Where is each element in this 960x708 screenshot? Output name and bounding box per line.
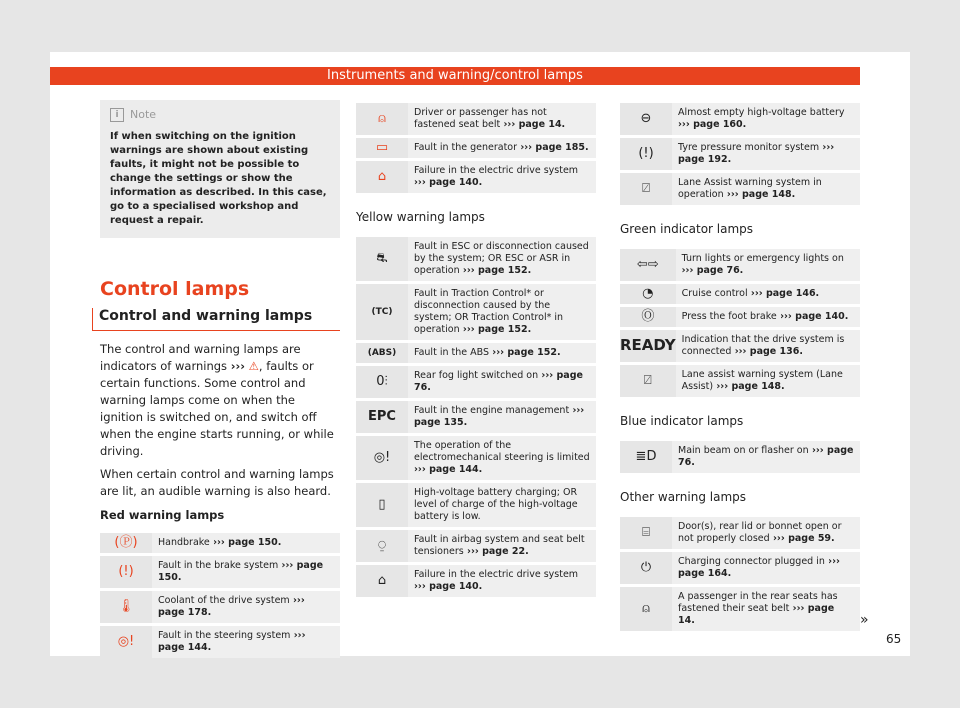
page-reference-link[interactable]: page 150. xyxy=(228,537,282,548)
lamp-row xyxy=(356,530,596,562)
reference-arrow: ››› xyxy=(414,581,430,592)
rear-fog-icon: 0⫶ xyxy=(376,374,388,389)
lamp-icon-cell xyxy=(356,401,408,433)
paragraph-1 xyxy=(100,341,340,460)
lamp-text: The operation of the electromechanical steering is limited xyxy=(414,440,590,463)
lamp-icon-cell xyxy=(620,249,676,281)
page-reference-link[interactable]: page 152. xyxy=(507,347,561,358)
reference-arrow: ››› xyxy=(723,189,742,200)
lamp-row xyxy=(356,343,596,363)
column-1 xyxy=(100,100,340,661)
foot-brake-icon: Ⓞ xyxy=(641,309,655,324)
lamp-description xyxy=(408,565,596,597)
lamp-icon-cell xyxy=(356,483,408,527)
lamp-row xyxy=(100,556,340,588)
epc-icon: EPC xyxy=(368,409,396,424)
lamp-icon-cell xyxy=(356,343,408,363)
lamp-text: Press the foot brake xyxy=(681,311,777,322)
red-lamps-table xyxy=(100,530,340,661)
electric-drive-icon: ⌂ xyxy=(377,169,387,184)
lamp-icon-cell xyxy=(100,533,152,553)
paragraph-1-end: , faults or certain functions. Some control and warning lamps come on when the ignition is switched on, and switch off when the engine starts running, or while driving. xyxy=(100,359,334,458)
turn-signal-icon: ⇦⇨ xyxy=(636,257,659,272)
lamp-row xyxy=(620,284,860,304)
lamp-icon-cell xyxy=(356,284,408,340)
page-reference-link[interactable]: page 164. xyxy=(678,568,732,579)
note-title xyxy=(110,108,330,122)
reference-arrow: ››› xyxy=(747,288,766,299)
page-reference-link[interactable]: page 152. xyxy=(478,324,532,335)
lamp-icon-cell xyxy=(356,161,408,193)
page-reference-link[interactable]: page 150. xyxy=(158,560,324,583)
lamp-icon-cell xyxy=(620,173,672,205)
lamp-row xyxy=(100,626,340,658)
cruise-control-icon: ◔ xyxy=(642,286,654,301)
reference-arrow: ››› xyxy=(517,142,536,153)
steering-icon: ◎! xyxy=(117,634,135,649)
page-reference-link[interactable]: page 14. xyxy=(678,603,835,626)
reference-arrow: ››› xyxy=(824,556,840,567)
reference-arrow: ››› xyxy=(678,119,694,130)
electric-drive-icon: ⌂ xyxy=(377,573,387,588)
lamp-description xyxy=(408,530,596,562)
page-reference-link[interactable]: page 76. xyxy=(696,265,744,276)
lamp-icon-cell xyxy=(100,556,152,588)
tyre-pressure-icon: (!) xyxy=(638,146,654,161)
lamp-text: Indication that the drive system is connected xyxy=(681,334,845,357)
lamp-description xyxy=(676,307,860,327)
note-text: If when switching on the ignition warnings are shown about existing faults, it might not be possible to change the settings or show the information as described. In this case, go to a specialised workshop and request a repair. xyxy=(110,131,327,226)
warning-triangle-icon: ⚠ xyxy=(248,359,259,373)
paragraph-1-start: The control and warning lamps are indicators of warnings xyxy=(100,342,301,373)
reference-arrow: ››› xyxy=(459,265,478,276)
lamp-description xyxy=(408,343,596,363)
page-reference-link[interactable]: page 192. xyxy=(678,154,732,165)
lamp-text: Almost empty high-voltage battery xyxy=(678,107,845,118)
page-reference-link[interactable]: page 140. xyxy=(795,311,849,322)
page-reference-link[interactable]: page 59. xyxy=(788,533,835,544)
lamp-icon-cell xyxy=(620,138,672,170)
lamp-icon-cell xyxy=(620,103,672,135)
lamp-row xyxy=(356,436,596,480)
lamp-row xyxy=(100,533,340,553)
page-reference-link[interactable]: page 135. xyxy=(414,417,468,428)
page-reference-link[interactable]: page 76. xyxy=(414,370,583,393)
column-2 xyxy=(356,100,596,600)
reference-arrow: ››› xyxy=(769,533,789,544)
lamp-row xyxy=(620,330,860,362)
lamp-text: Driver or passenger has not fastened seat belt xyxy=(414,107,547,130)
lamp-description xyxy=(408,483,596,527)
lamp-text: Failure in the electric drive system xyxy=(414,569,579,580)
page-reference-link[interactable]: page 140. xyxy=(429,581,483,592)
green-lamps-table xyxy=(620,246,860,400)
lamp-description xyxy=(672,173,860,205)
section-subtitle: Control and warning lamps xyxy=(92,308,340,331)
lamp-icon-cell xyxy=(356,565,408,597)
lamp-description xyxy=(408,366,596,398)
lamp-description xyxy=(672,138,860,170)
lamp-row xyxy=(356,483,596,527)
reference-arrow: ››› xyxy=(713,381,732,392)
low-battery-icon: ⊖ xyxy=(640,111,652,126)
lamp-description xyxy=(672,103,860,135)
page-reference-link[interactable]: page 144. xyxy=(429,464,483,475)
page-reference-link[interactable]: page 146. xyxy=(765,288,820,299)
reference-arrow: ››› xyxy=(278,560,297,571)
reference-arrow: ››› xyxy=(808,445,828,456)
lamp-row xyxy=(620,249,860,281)
lamp-row xyxy=(620,441,860,473)
lamp-icon-cell xyxy=(620,365,676,397)
lamp-text: Fault in the generator xyxy=(414,142,518,153)
section-title: Control lamps xyxy=(100,278,250,300)
lamp-description xyxy=(152,626,340,658)
lamp-text: Charging connector plugged in xyxy=(678,556,825,567)
brake-system-icon: (!) xyxy=(118,564,134,579)
lamp-description xyxy=(408,138,596,158)
reference-arrow: ››› xyxy=(209,537,229,548)
lamp-description xyxy=(408,401,596,433)
lamp-description xyxy=(672,517,860,549)
lamp-text: Fault in the ABS xyxy=(414,347,489,358)
lamp-description xyxy=(408,237,596,281)
lamp-text: Handbrake xyxy=(158,537,210,548)
green-lamps-heading: Green indicator lamps xyxy=(620,222,754,236)
lamp-description xyxy=(676,249,860,281)
lamp-text: Failure in the electric drive system xyxy=(414,165,579,176)
lamp-icon-cell xyxy=(100,591,152,623)
lamp-description xyxy=(152,533,340,553)
reference-arrow: ››› xyxy=(731,346,750,357)
lamp-row xyxy=(356,103,596,135)
lamp-icon-cell xyxy=(620,330,676,362)
column-3 xyxy=(620,100,860,634)
lamp-description xyxy=(676,365,860,397)
door-open-icon: ⌸ xyxy=(642,525,650,540)
lamp-text: Tyre pressure monitor system xyxy=(678,142,820,153)
steering-icon: ◎! xyxy=(373,450,391,465)
lamp-icon-cell xyxy=(620,587,672,631)
lamp-row xyxy=(620,587,860,631)
lamp-text: Cruise control xyxy=(681,288,748,299)
other-lamps-table xyxy=(620,514,860,634)
yellow-lamps-table xyxy=(356,234,596,600)
lamp-description xyxy=(676,330,860,362)
lamp-text: Lane assist warning system (Lane Assist) xyxy=(681,369,843,392)
reference-arrow: ››› xyxy=(290,630,306,641)
generator-icon: ▭ xyxy=(375,140,389,155)
lamp-text: Fault in the brake system xyxy=(158,560,279,571)
lamp-text: Fault in airbag system and seat belt tensioners xyxy=(414,534,585,557)
reference-arrow: ››› xyxy=(463,546,483,557)
lamp-description xyxy=(408,284,596,340)
reference-arrow: ››› xyxy=(414,464,430,475)
abs-icon: (ABS) xyxy=(367,347,397,358)
page-reference-link[interactable]: page 148. xyxy=(742,189,796,200)
lamp-description xyxy=(408,161,596,193)
lamp-description xyxy=(676,284,860,304)
lamp-description xyxy=(152,591,340,623)
lamp-row xyxy=(356,565,596,597)
lamp-text: Fault in the engine management xyxy=(414,405,570,416)
charging-connector-icon: ⏻ xyxy=(640,560,652,575)
page-reference-link[interactable]: page 140. xyxy=(429,177,483,188)
lamp-text: Main beam on or flasher on xyxy=(678,445,809,456)
lamp-text: Fault in Traction Control* or disconnection caused by the system; OR Traction Control* in operation xyxy=(414,288,564,335)
reference-arrow: ››› xyxy=(489,347,508,358)
page-reference-link[interactable]: page 22. xyxy=(482,546,529,557)
continue-mark: » xyxy=(860,612,869,628)
reference-arrow: ››› xyxy=(681,265,697,276)
lamp-text: A passenger in the rear seats has fastened their seat belt xyxy=(678,591,838,614)
seat-belt-icon: ⍝ xyxy=(378,111,386,126)
reference-arrow: ››› xyxy=(789,603,808,614)
reference-arrow: ››› xyxy=(569,405,585,416)
lamp-description xyxy=(408,103,596,135)
lamp-text: Rear fog light switched on xyxy=(414,370,539,381)
reference-arrow: ››› xyxy=(414,177,430,188)
lamp-description xyxy=(672,441,860,473)
lamp-row xyxy=(356,401,596,433)
page-reference-link[interactable]: page 178. xyxy=(158,607,212,618)
lamp-icon-cell xyxy=(356,103,408,135)
reference-arrow: ››› xyxy=(538,370,557,381)
page-reference-link[interactable]: page 144. xyxy=(158,642,212,653)
note-box xyxy=(100,100,340,238)
lamp-row xyxy=(620,307,860,327)
paragraph-2: When certain control and warning lamps are lit, an audible warning is also heard. xyxy=(100,467,334,498)
lamp-text: Door(s), rear lid or bonnet open or not properly closed xyxy=(678,521,842,544)
red-lamps-heading: Red warning lamps xyxy=(100,508,225,522)
reference-arrow: ››› xyxy=(289,595,305,606)
reference-arrow: ››› xyxy=(459,324,478,335)
blue-lamps-heading: Blue indicator lamps xyxy=(620,414,744,428)
page-reference-link[interactable]: page 148. xyxy=(731,381,785,392)
lamp-row xyxy=(356,237,596,281)
lamp-icon-cell xyxy=(620,517,672,549)
reference-arrow: ››› xyxy=(500,119,519,130)
lamp-text: Fault in ESC or disconnection caused by the system; OR ESC or ASR in operation xyxy=(414,241,589,276)
hv-battery-icon: ▯ xyxy=(378,497,386,512)
lamp-icon-cell xyxy=(356,366,408,398)
lane-assist-icon: ⍁ xyxy=(643,373,652,388)
rear-seat-belt-icon: ⍝ xyxy=(642,601,650,616)
lamp-text: High-voltage battery charging; OR level of charge of the high-voltage battery is low. xyxy=(414,487,578,522)
other-lamps-heading: Other warning lamps xyxy=(620,490,746,504)
coolant-icon: 🌡 xyxy=(117,599,135,614)
lamp-row xyxy=(356,138,596,158)
lamp-description xyxy=(672,552,860,584)
lamp-row xyxy=(356,284,596,340)
lamp-text: Fault in the steering system xyxy=(158,630,291,641)
lamp-icon-cell xyxy=(620,284,676,304)
traction-control-icon: (TC) xyxy=(371,306,393,317)
page-reference-link[interactable]: page 14. xyxy=(518,119,566,130)
lane-assist-icon: ⍁ xyxy=(642,181,650,196)
reference-arrow: ››› xyxy=(819,142,835,153)
lamp-icon-cell xyxy=(620,307,676,327)
page-reference-link[interactable]: page 152. xyxy=(478,265,532,276)
reference-arrow: ››› xyxy=(230,359,245,373)
handbrake-icon: (Ⓟ) xyxy=(114,535,138,550)
note-title-label: Note xyxy=(130,108,157,121)
lamp-row xyxy=(620,103,860,135)
lamp-text: Coolant of the drive system xyxy=(158,595,290,606)
lamp-icon-cell xyxy=(100,626,152,658)
lamp-description xyxy=(672,587,860,631)
blue-lamps-table xyxy=(620,438,860,476)
lamp-text: Turn lights or emergency lights on xyxy=(681,253,844,264)
ready-icon: READY xyxy=(620,335,676,354)
page-reference-link[interactable]: page 185. xyxy=(535,142,589,153)
lamp-icon-cell xyxy=(356,530,408,562)
lamp-icon-cell xyxy=(356,436,408,480)
page-reference-link[interactable]: page 76. xyxy=(678,445,854,468)
lamp-row xyxy=(356,161,596,193)
lamp-icon-cell xyxy=(356,237,408,281)
lamp-description xyxy=(152,556,340,588)
airbag-icon: ⍜ xyxy=(378,538,386,553)
lamp-row xyxy=(620,552,860,584)
info-icon: i xyxy=(110,108,124,122)
reference-arrow: ››› xyxy=(776,311,796,322)
page-reference-link[interactable]: page 136. xyxy=(749,346,803,357)
main-beam-icon: ≣D xyxy=(635,449,657,464)
lamp-row xyxy=(620,517,860,549)
lamp-icon-cell xyxy=(620,441,672,473)
yellow-lamps-heading: Yellow warning lamps xyxy=(356,210,485,224)
lamp-row xyxy=(356,366,596,398)
page-number: 65 xyxy=(886,632,902,646)
lamp-text: Lane Assist warning system in operation xyxy=(678,177,822,200)
lamp-row xyxy=(620,173,860,205)
red-lamps-table-cont xyxy=(356,100,596,196)
esc-icon: ⛐ xyxy=(376,251,388,266)
page-header: Instruments and warning/control lamps xyxy=(50,67,860,85)
page-reference-link[interactable]: page 160. xyxy=(693,119,747,130)
lamp-description xyxy=(408,436,596,480)
lamp-row xyxy=(620,365,860,397)
yellow-lamps-table-cont xyxy=(620,100,860,208)
lamp-icon-cell xyxy=(356,138,408,158)
lamp-row xyxy=(100,591,340,623)
lamp-row xyxy=(620,138,860,170)
lamp-icon-cell xyxy=(620,552,672,584)
